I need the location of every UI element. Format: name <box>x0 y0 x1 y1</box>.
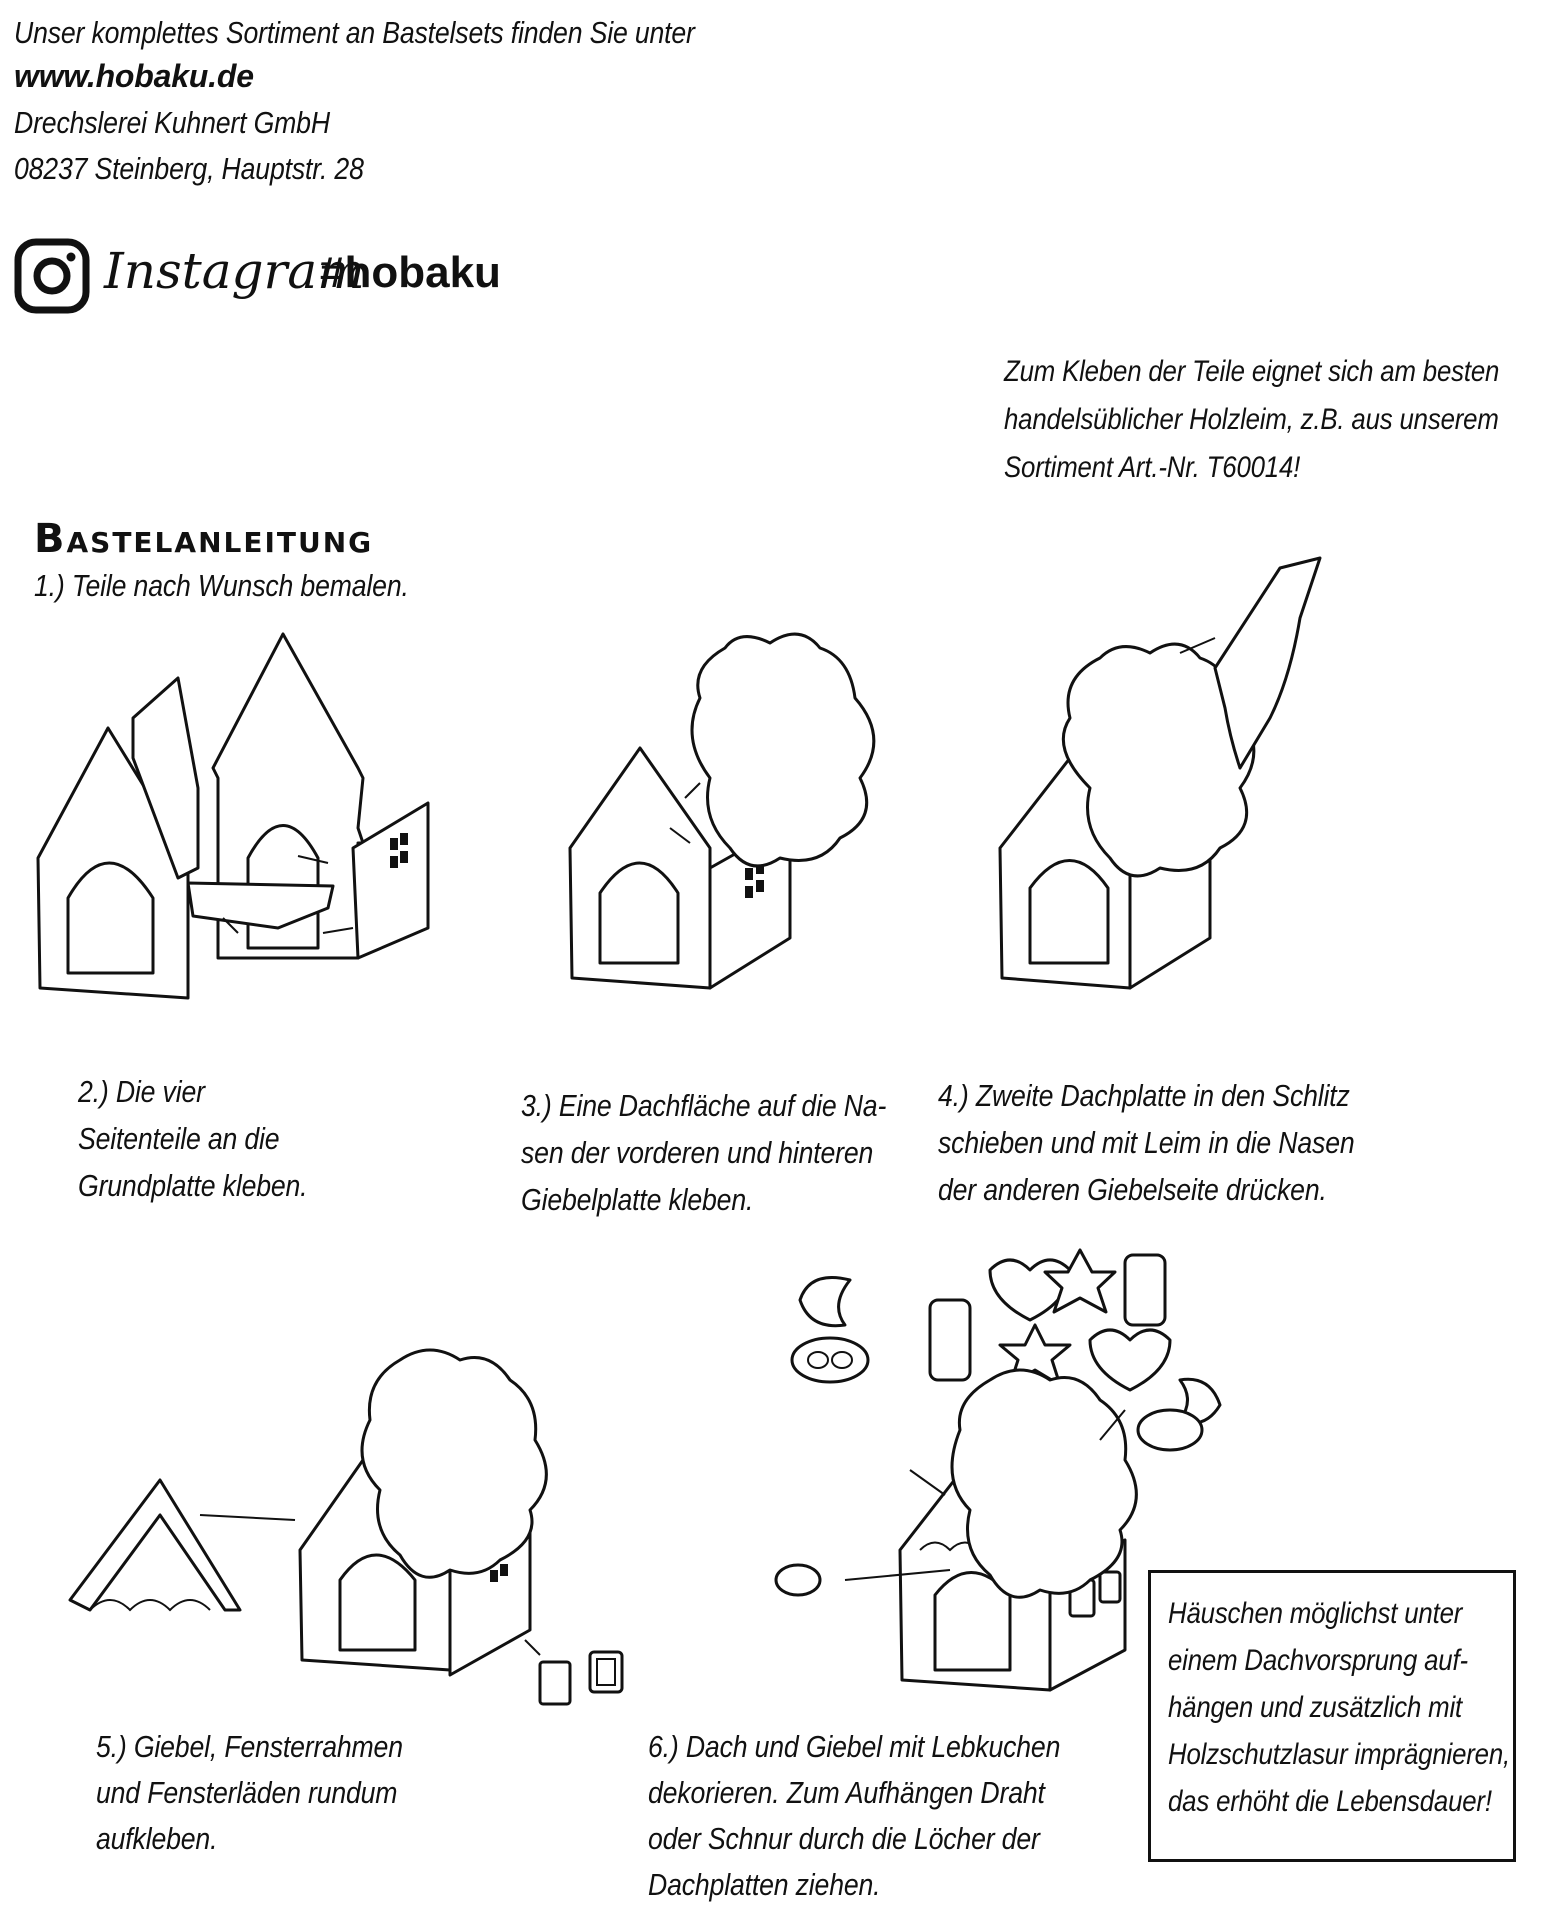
step-3-text <box>521 1082 886 1223</box>
glue-note-line: Sortiment Art.-Nr. T60014! <box>1004 451 1301 484</box>
tip-line: das erhöht die Lebensdauer! <box>1168 1785 1492 1818</box>
tip-line: einem Dachvorsprung auf- <box>1168 1644 1468 1677</box>
website-url[interactable]: www.hobaku.de <box>14 58 254 94</box>
step-5-line: 5.) Giebel, Fensterrahmen <box>96 1729 403 1764</box>
step-3-line: 3.) Eine Dachfläche auf die Na- <box>521 1088 887 1123</box>
step-4-line: schieben und mit Leim in die Nasen <box>938 1125 1355 1160</box>
instagram-icon <box>14 238 90 314</box>
company-street: 08237 Steinberg, Hauptstr. 28 <box>14 151 364 186</box>
tip-line: hängen und zusätzlich mit <box>1168 1691 1463 1724</box>
step-1-text: 1.) Teile nach Wunsch bemalen. <box>34 568 409 603</box>
instagram-hashtag[interactable]: #hobaku <box>320 248 501 297</box>
company-name: Drechslerei Kuhnert GmbH <box>14 105 330 140</box>
header-intro: Unser komplettes Sortiment an Bastelsets finden Sie unter <box>14 15 695 50</box>
glue-note <box>1004 348 1499 492</box>
step-6-line: 6.) Dach und Giebel mit Lebkuchen <box>648 1729 1061 1764</box>
company-address <box>14 100 364 192</box>
glue-note-line: Zum Kleben der Teile eignet sich am besten <box>1004 355 1500 388</box>
step-4-line: 4.) Zweite Dachplatte in den Schlitz <box>938 1078 1350 1113</box>
step-3-illustration <box>560 618 920 1008</box>
tip-text <box>1168 1590 1510 1825</box>
tip-line: Häuschen möglichst unter <box>1168 1597 1463 1630</box>
instructions-title: Bastelanleitung <box>34 516 374 562</box>
step-2-line: Grundplatte kleben. <box>78 1168 308 1203</box>
step-5-text <box>96 1724 403 1862</box>
step-2-illustration <box>28 628 448 988</box>
step-4-text <box>938 1072 1355 1213</box>
step-5-illustration <box>70 1340 670 1730</box>
step-6-text <box>648 1724 1060 1908</box>
step-3-line: Giebelplatte kleben. <box>521 1182 754 1217</box>
step-5-line: aufkleben. <box>96 1821 218 1856</box>
glue-note-line: handelsüblicher Holzleim, z.B. aus unserem <box>1004 403 1499 436</box>
step-4-illustration <box>990 558 1410 1008</box>
step-4-line: der anderen Giebelseite drücken. <box>938 1172 1327 1207</box>
step-2-text <box>78 1068 307 1209</box>
step-6-line: dekorieren. Zum Aufhängen Draht <box>648 1775 1045 1810</box>
step-2-line: Seitenteile an die <box>78 1121 280 1156</box>
tip-line: Holzschutzlasur imprägnieren, <box>1168 1738 1511 1771</box>
step-5-line: und Fensterläden rundum <box>96 1775 398 1810</box>
step-3-line: sen der vorderen und hinteren <box>521 1135 874 1170</box>
step-6-line: oder Schnur durch die Löcher der <box>648 1821 1040 1856</box>
step-6-line: Dachplatten ziehen. <box>648 1867 881 1902</box>
step-2-line: 2.) Die vier <box>78 1074 205 1109</box>
instagram-label: Instagram <box>104 242 365 300</box>
